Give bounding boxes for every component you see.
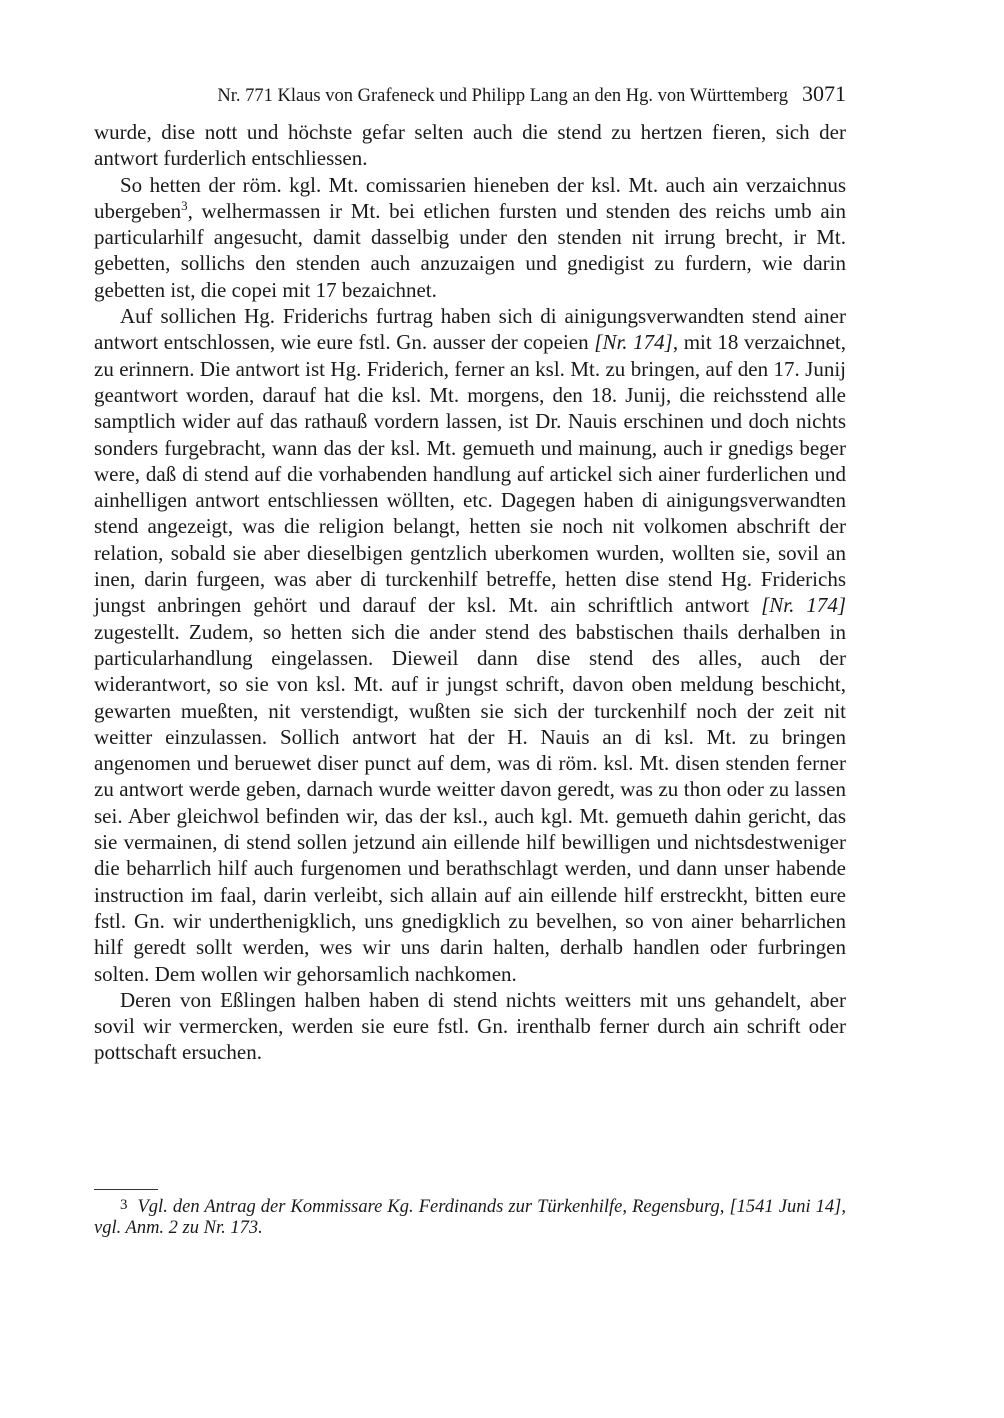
paragraph-2-text-a: So hetten der röm. kgl. Mt. comissarien hieneben der ksl. Mt. auch ain verzaichnus ubergeben [94,172,846,223]
footnote-divider [94,1189,158,1190]
footnotes [94,1195,846,1239]
cross-reference-nr-174-second: [Nr. 174] [761,593,846,618]
paragraph-3 [94,303,846,987]
paragraph-2-text-b: , welhermassen ir Mt. bei etlichen fursten und stenden des reichs umb ain particularhilf angesucht, damit dasselbig under den stenden nit irrung brecht, ir Mt. gebetten, sollichs den stenden auch anzuzaigen und gnedigist zu furdern, wie darin gebetten ist, die copei mit 17 bezaichnet. [94,198,846,302]
cross-reference-nr-174-first: [Nr. 174] [594,330,673,355]
footnote-ref-3[interactable]: 3 [181,197,188,213]
paragraph-3-text-b: , mit 18 verzaichnet, zu erinnern. Die antwort ist Hg. Friderich, ferner an ksl. Mt. zu bringen, auf den 17. Junij geantwort worden, darauf hat die ksl. Mt. morgens, den 18. Junij, die reichsstend alle samptlich wider auf das rathauß vordern lassen, ist Dr. Nauis erschinen und doch nichts sonders furgebracht, wann das der ksl. Mt. gemueth und mainung, auch ir gnedigs beger were, daß di stend auf die vorhabenden handlung auf artickel sich ainer furderlichen und ainhelligen antwort entschliessen wöllten, etc. Dagegen haben di ainigungsverwandten stend angezeigt, was die religion belangt, hetten sie noch nit volkomen abschrift der relation, sobald sie aber dieselbigen gentzlich uberkomen wurden, wollten sie, sovil an inen, darin furgeen, was aber di turckenhilf betreffe, hetten dise stend Hg. Friderichs jungst anbringen gehört und darauf der ksl. Mt. ain schriftlich antwort [94,330,846,618]
paragraph-3-text-c: zugestellt. Zudem, so hetten sich die ander stend des babstischen thails derhalben in particularhandlung eingelassen. Dieweil dann dise stend des alles, auch der widerantwort, so sie von ksl. Mt. auf ir jungst schrift, davon oben meldung beschicht, gewarten mueßten, nit verstendigt, wußten sie sich der turckenhilf noch der zeit nit weitter einzulassen. Sollich antwort hat der H. Nauis an di ksl. Mt. zu bringen angenomen und beruewet diser punct auf dem, was di röm. ksl. Mt. disen stenden ferner zu antwort werde geben, darnach wurde weitter davon geredt, was zu thon oder zu lassen sei. Aber gleichwol befinden wir, das der ksl., auch kgl. Mt. gemueth dahin gericht, das sie vermainen, di stend sollen jetzund ain eillende hilf bewilligen und nichtsdestweniger die beharrlich hilf auch furgenomen und berathschlagt werden, und dann unser habende instruction im faal, darin verleibt, sich allain auf ain eillende hilf erstreckht, bitten eure fstl. Gn. wir underthenigklich, uns gnedigklich zu bevelhen, so von ainer beharrlichen hilf geredt sollt werden, wes wir uns darin halten, derhalb handlen oder furbringen solten. Dem wollen wir gehorsamlich nachkomen. [94,619,846,986]
footnote-text: Vgl. den Antrag der Kommissare Kg. Ferdinands zur Türkenhilfe, Regensburg, [1541 Juni 14], vgl. Anm. 2 zu Nr. 173. [94,1197,846,1238]
paragraph-1: wurde, dise nott und höchste gefar selten auch die stend zu hertzen fieren, sich der antwort furderlich entschliessen. [94,120,846,171]
running-head [94,78,846,110]
page-number: 3071 [802,81,846,106]
paragraph-2 [94,172,846,303]
paragraph-3-text-a: Auf sollichen Hg. Friderichs furtrag haben sich di ainigungsverwandten stend ainer antwort entschlossen, wie eure fstl. Gn. ausser der copeien [94,304,846,355]
running-head-title: Nr. 771 Klaus von Grafeneck und Philipp Lang an den Hg. von Württemberg [217,86,788,106]
footnote-3 [94,1195,846,1239]
paragraph-4: Deren von Eßlingen halben haben di stend nichts weitters mit uns gehandelt, aber sovil wir vermercken, werden sie eure fstl. Gn. irenthalb ferner durch ain schrift oder pottschaft ersuchen. [94,987,846,1065]
body-text [94,119,846,1066]
footnote-number: 3 [120,1197,128,1213]
